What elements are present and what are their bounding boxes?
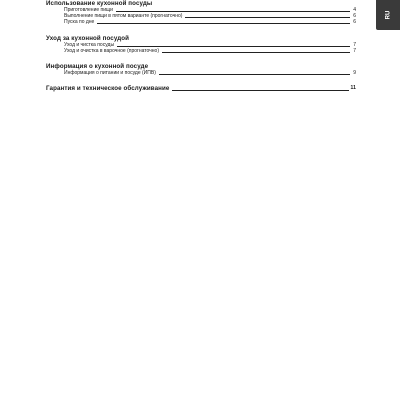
toc-leader-line (116, 11, 350, 12)
toc-leader-line (185, 17, 350, 18)
toc-entry-page: 6 (353, 19, 356, 25)
toc-section-title[interactable] (46, 35, 356, 42)
toc-entry-page: 7 (353, 48, 356, 54)
toc-section-info (46, 63, 356, 76)
toc-section-title-text: Использование кухонной посуды (46, 0, 153, 7)
toc-spacer (46, 76, 356, 85)
language-tab (376, 0, 400, 30)
toc-spacer (46, 25, 356, 35)
toc-entry-label: Уход и очистка в варочное (прогнаточно) (64, 48, 159, 54)
toc-section-title-text: Гарантия и техническое обслуживание (46, 85, 170, 92)
toc-leader-line (172, 90, 348, 91)
toc-leader-line (159, 74, 350, 75)
toc-section-title[interactable] (46, 85, 356, 92)
toc-section-title[interactable] (46, 63, 356, 70)
toc-entry-label: Уход и чистка посуды (64, 42, 115, 48)
toc-entry-label: Выполнение пищи в пятом варианте (прогнаточно) (64, 13, 183, 19)
toc-leader-line (117, 46, 350, 47)
toc-spacer (46, 54, 356, 63)
toc-entry-label: Пуска по дне (64, 19, 95, 25)
toc-entry-page: 4 (353, 7, 356, 13)
toc-section-title-text: Информация о кухонной посуде (46, 63, 149, 70)
toc-section-page: 11 (350, 85, 356, 91)
toc-entry-label: Приготовление пищи (64, 7, 113, 13)
toc-section-usage (46, 0, 356, 25)
toc-entry-page: 9 (353, 70, 356, 76)
toc-leader-line (97, 23, 350, 24)
toc-leader-line (162, 52, 350, 53)
toc-section-title-text: Уход за кухонной посудой (46, 35, 130, 42)
toc-section-title[interactable] (46, 0, 356, 7)
table-of-contents (46, 0, 356, 92)
toc-section-warranty (46, 85, 356, 92)
toc-entry-page: 7 (353, 42, 356, 48)
language-tab-label: RU (384, 10, 391, 20)
toc-section-care (46, 35, 356, 54)
toc-entry-label: Информация о питании и посуде (ИПВ) (64, 70, 156, 76)
toc-entry-page: 6 (353, 13, 356, 19)
